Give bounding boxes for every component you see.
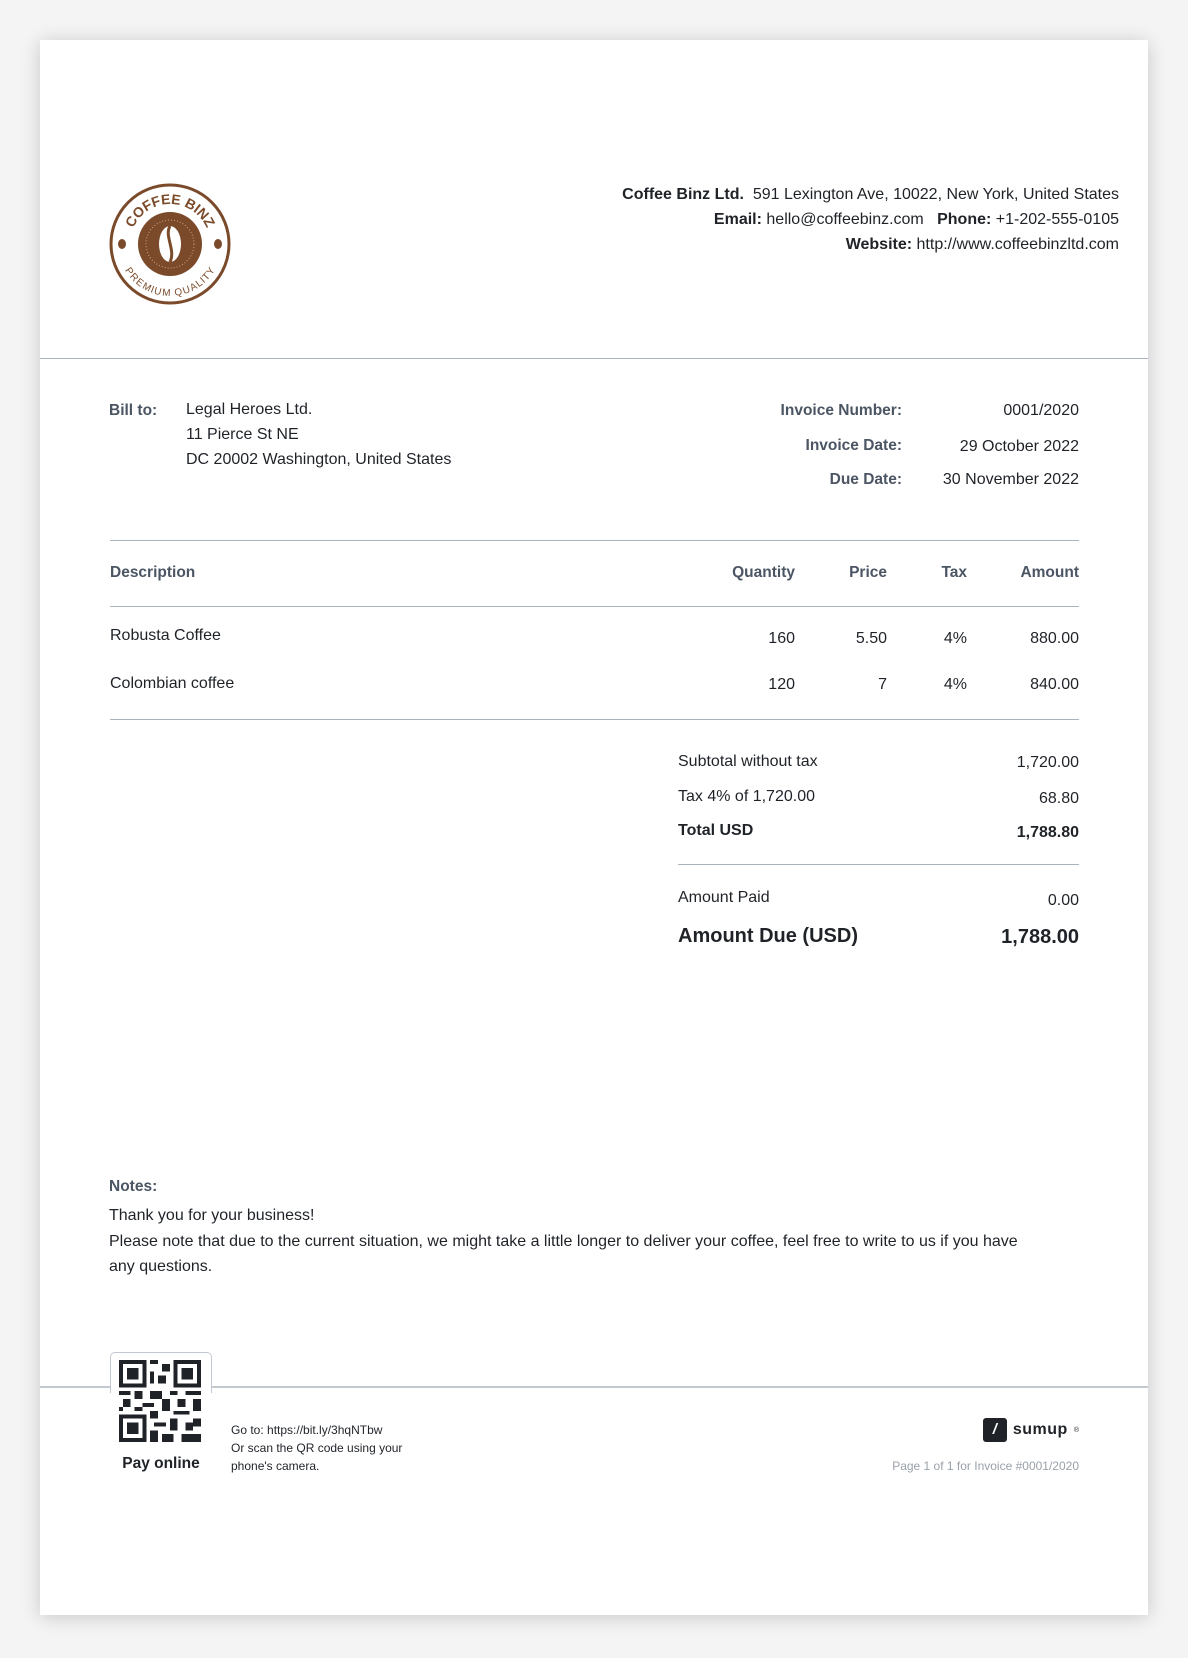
coffee-binz-logo <box>108 182 232 306</box>
row-quantity: 160 <box>768 630 795 647</box>
bill-to-city: DC 20002 Washington, United States <box>186 451 452 468</box>
row-price: 7 <box>878 676 887 693</box>
company-website-line <box>846 236 1119 254</box>
notes-line: Thank you for your business! <box>109 1207 315 1224</box>
totals-divider <box>678 864 1079 865</box>
sumup-wordmark: sumup <box>1012 1421 1068 1438</box>
total-label: Total USD <box>678 822 754 839</box>
bill-to-label: Bill to: <box>109 402 158 419</box>
qr-code-icon[interactable] <box>119 1360 201 1442</box>
company-contact-line <box>714 211 1119 229</box>
subtotal-label: Subtotal without tax <box>678 753 818 770</box>
notes-line: Please note that due to the current situation, we might take a little longer to deliver your coffee, feel free to write to us if you have <box>109 1233 1018 1250</box>
email-label: Email: <box>713 211 762 228</box>
invoice-number: 0001/2020 <box>1003 402 1079 419</box>
table-bottom-divider <box>110 719 1079 720</box>
subtotal-value: 1,720.00 <box>1016 754 1079 771</box>
bill-to-street: 11 Pierce St NE <box>186 426 299 443</box>
amount-due-label: Amount Due (USD) <box>678 925 858 947</box>
amount-paid-label: Amount Paid <box>678 889 770 906</box>
due-date-label: Due Date: <box>829 471 902 488</box>
row-quantity: 120 <box>768 676 795 693</box>
company-address: 591 Lexington Ave, 10022, New York, United States <box>752 186 1119 203</box>
notes-label: Notes: <box>109 1178 158 1195</box>
website-label: Website: <box>845 236 913 253</box>
sumup-icon: / <box>983 1418 1007 1442</box>
company-address-line <box>622 186 1119 204</box>
scan-instructions: Or scan the QR code using your <box>231 1441 403 1455</box>
invoice-date-label: Invoice Date: <box>805 437 902 454</box>
row-amount: 840.00 <box>1030 676 1079 693</box>
company-phone: +1-202-555-0105 <box>995 211 1119 228</box>
tax-label: Tax 4% of 1,720.00 <box>678 788 815 805</box>
row-tax: 4% <box>943 630 967 647</box>
col-price: Price <box>849 564 887 581</box>
bill-to-name: Legal Heroes Ltd. <box>186 401 313 418</box>
company-email[interactable]: hello@coffeebinz.com <box>766 211 924 228</box>
table-header-divider <box>110 606 1079 607</box>
phone-label: Phone: <box>937 211 992 228</box>
row-price: 5.50 <box>855 630 887 647</box>
invoice-number-label: Invoice Number: <box>780 402 902 419</box>
col-description: Description <box>110 564 196 581</box>
invoice-date: 29 October 2022 <box>959 438 1079 455</box>
goto-line <box>231 1423 382 1437</box>
row-tax: 4% <box>943 676 967 693</box>
col-quantity: Quantity <box>732 564 795 581</box>
due-date: 30 November 2022 <box>942 471 1079 488</box>
tax-value: 68.80 <box>1038 790 1079 807</box>
company-name: Coffee Binz Ltd. <box>622 186 744 203</box>
pay-online-label: Pay online <box>122 1455 200 1472</box>
sumup-logo: / sumup ® <box>983 1418 1079 1442</box>
goto-label: Go to: <box>231 1423 264 1437</box>
svg-text:PREMIUM QUALITY: PREMIUM QUALITY <box>122 265 218 300</box>
scan-instructions: phone's camera. <box>231 1459 320 1473</box>
col-amount: Amount <box>1020 564 1079 581</box>
page-info: Page 1 of 1 for Invoice #0001/2020 <box>892 1459 1079 1473</box>
table-top-divider <box>110 540 1079 541</box>
row-amount: 880.00 <box>1030 630 1079 647</box>
svg-text:COFFEE BINZ: COFFEE BINZ <box>121 190 219 230</box>
row-description: Colombian coffee <box>110 675 235 692</box>
company-website[interactable]: http://www.coffeebinzltd.com <box>916 236 1119 253</box>
notes-line: any questions. <box>109 1258 213 1275</box>
amount-due-value: 1,788.00 <box>1001 926 1079 948</box>
header-divider <box>40 358 1148 359</box>
row-description: Robusta Coffee <box>110 627 221 644</box>
amount-paid-value: 0.00 <box>1047 892 1079 909</box>
col-tax: Tax <box>941 564 967 581</box>
total-value: 1,788.80 <box>1016 824 1079 841</box>
payment-link[interactable]: https://bit.ly/3hqNTbw <box>267 1423 383 1437</box>
